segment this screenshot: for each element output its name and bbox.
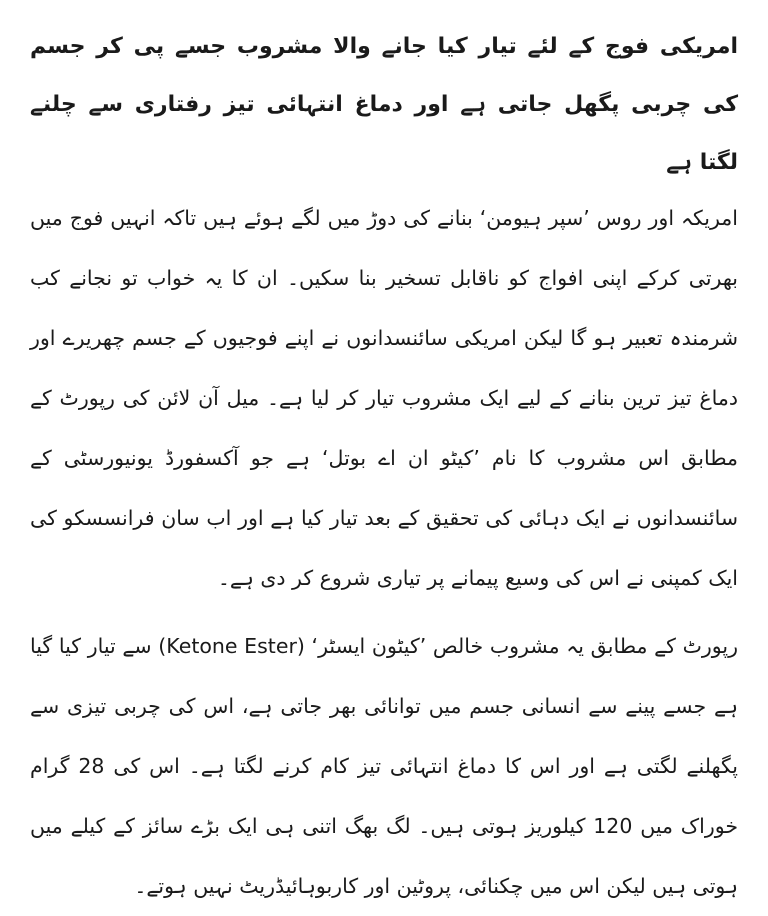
article-paragraph-2: رپورٹ کے مطابق یہ مشروب خالص ’کیٹون ایسٹر‘ (Ketone Ester) سے تیار کیا گیا ہے جسے پینے سے انسانی جسم میں توانائی بھر جاتی ہے، اس کی چربی تیزی سے پگھلنے لگتی ہے اور اس کا دماغ انتہائی تیز کام کرنے لگتا ہے۔ اس کی 28 گرام خوراک میں 120 کیلوریز ہوتی ہیں۔ لگ بھگ اتنی ہی ایک بڑے سائز کے کیلے میں ہوتی ہیں لیکن اس میں چکنائی، پروٹین اور کاربوہائیڈریٹ نہیں ہوتے۔ bbox=[30, 634, 738, 898]
article-headline: امریکی فوج کے لئے تیار کیا جانے والا مشروب جسے پی کر جسم کی چربی پگھل جاتی ہے اور دماغ انتہائی تیز رفتاری سے چلنے لگتا ہے bbox=[30, 34, 738, 175]
article-paragraph-1: امریکہ اور روس ’سپر ہیومن‘ بنانے کی دوڑ میں لگے ہوئے ہیں تاکہ انہیں فوج میں بھرتی کرکے اپنی افواج کو ناقابل تسخیر بنا سکیں۔ ان کا یہ خواب تو نجانے کب شرمندہ تعبیر ہو گا لیکن امریکی سائنسدانوں نے اپنے فوجیوں کے جسم چھریرے اور دماغ تیز ترین بنانے کے لیے ایک مشروب تیار کر لیا ہے۔ میل آن لائن کی رپورٹ کے مطابق اس مشروب کا نام ’کیٹو ان اے بوتل‘ ہے جو آکسفورڈ یونیورسٹی کے سائنسدانوں نے ایک دہائی کی تحقیق کے بعد تیار کیا ہے اور اب سان فرانسسکو کی ایک کمپنی نے اس کی وسیع پیمانے پر تیاری شروع کر دی ہے۔ bbox=[30, 206, 738, 590]
